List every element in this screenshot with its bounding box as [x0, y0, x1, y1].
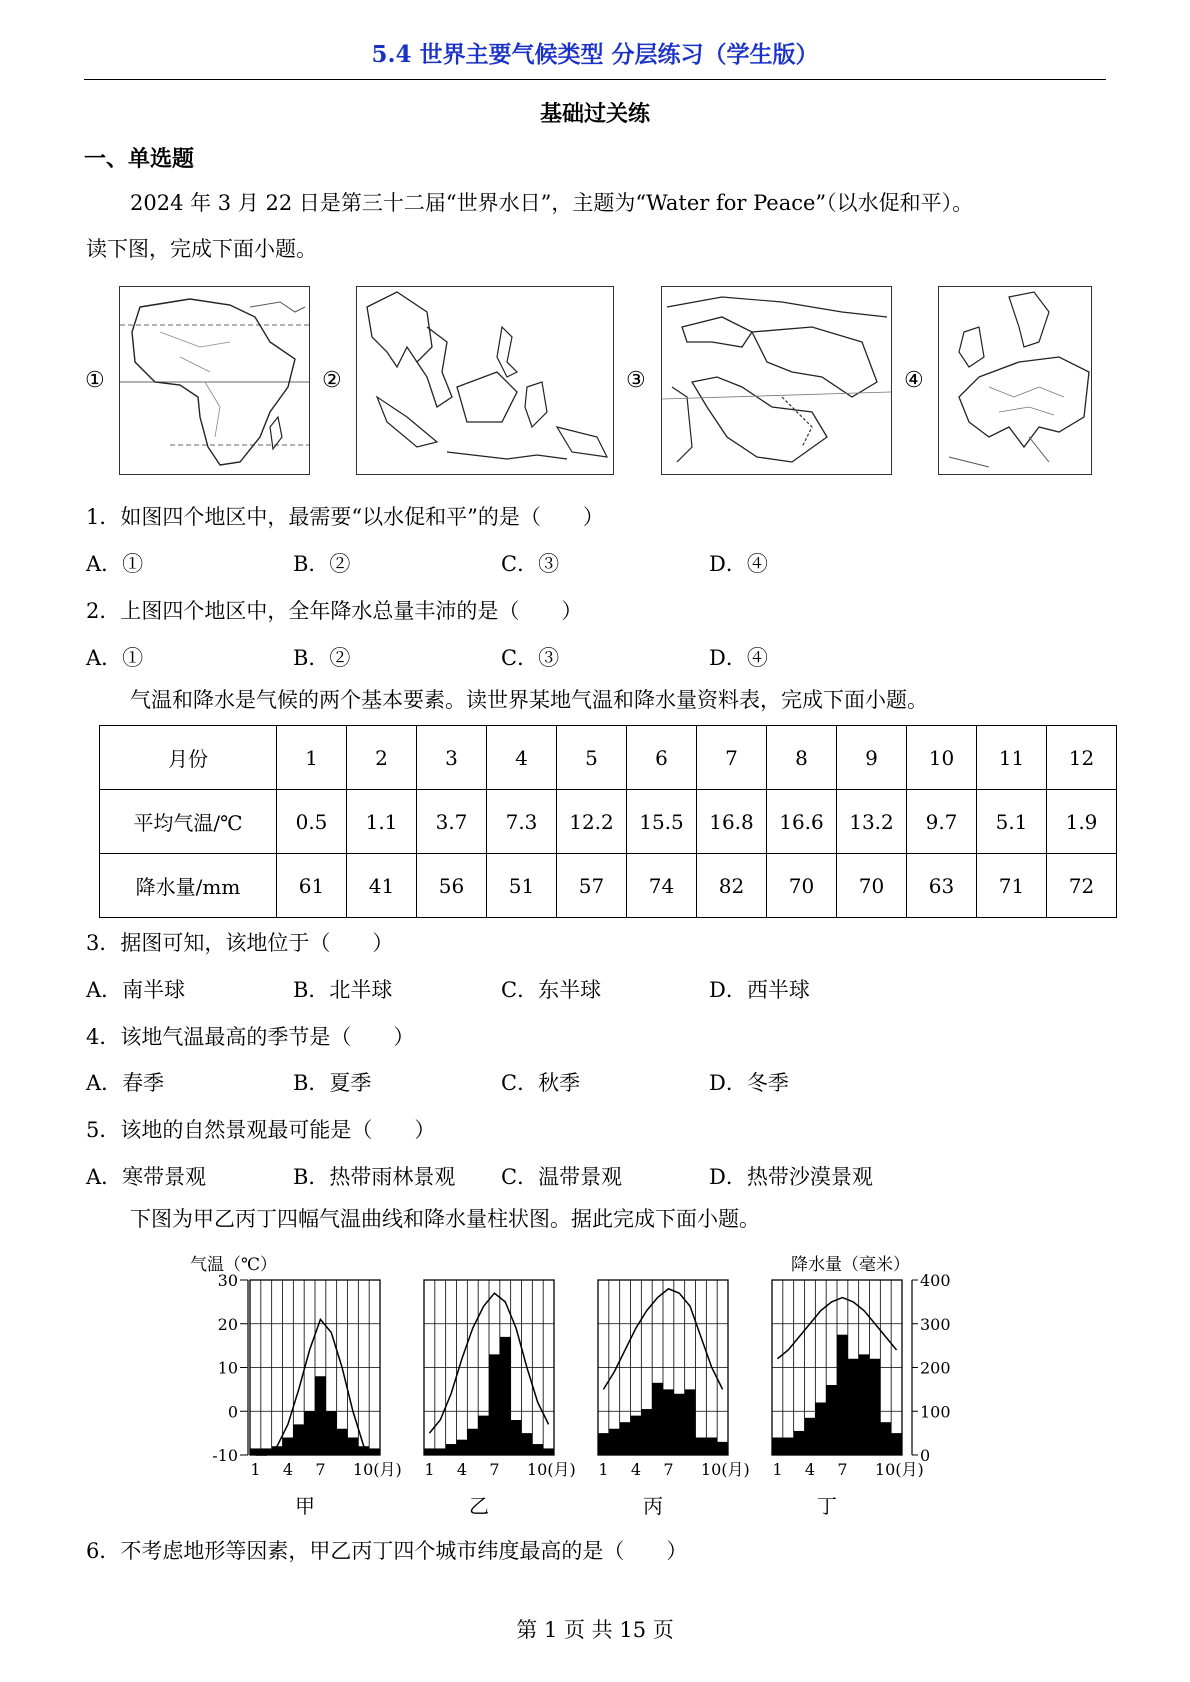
table-cell: 0.5	[277, 790, 347, 854]
precipitation-bar	[315, 1376, 326, 1455]
header-divider	[84, 79, 1106, 80]
precipitation-bar	[663, 1389, 674, 1455]
precipitation-bar	[717, 1442, 728, 1455]
map-africa	[119, 286, 310, 475]
precipitation-bar	[424, 1448, 435, 1455]
table-cell: 61	[277, 854, 347, 918]
table-cell: 7	[697, 726, 767, 790]
table-cell: 平均气温/℃	[100, 790, 277, 854]
west-asia-map-image	[662, 287, 891, 474]
section-subtitle: 基础过关练	[539, 101, 650, 127]
x-tick-label: 1	[598, 1460, 609, 1479]
left-axis-title: 气温（℃）	[190, 1255, 278, 1275]
q3-option-c[interactable]: C．东半球	[501, 978, 602, 1002]
precipitation-bar	[283, 1438, 294, 1456]
q2-option-b[interactable]: B．②	[293, 646, 351, 670]
map-southeast-asia	[356, 286, 614, 475]
table-cell: 57	[557, 854, 627, 918]
precipitation-bar	[435, 1448, 446, 1455]
map-number-2: ②	[322, 368, 342, 393]
x-tick-label: 1	[424, 1460, 435, 1479]
q2-option-c[interactable]: C．③	[501, 646, 560, 670]
panel-label: 甲	[295, 1494, 315, 1518]
right-tick-label: 100	[920, 1402, 951, 1422]
question-5-stem: 5．该地的自然景观最可能是（ ）	[86, 1118, 436, 1142]
question-6-stem: 6．不考虑地形等因素，甲乙丙丁四个城市纬度最高的是（ ）	[86, 1539, 688, 1563]
question-4-stem: 4．该地气温最高的季节是（ ）	[86, 1025, 415, 1049]
table-cell: 70	[767, 854, 837, 918]
precipitation-bar	[457, 1440, 468, 1455]
table-cell: 70	[837, 854, 907, 918]
map-europe	[938, 286, 1092, 475]
precipitation-bar	[685, 1389, 696, 1455]
left-tick-label: -10	[212, 1446, 238, 1465]
x-tick-label: 4	[456, 1460, 468, 1479]
q4-option-c[interactable]: C．秋季	[501, 1071, 581, 1095]
africa-map-image	[120, 287, 309, 474]
table-cell: 74	[627, 854, 697, 918]
panel-label: 丁	[817, 1494, 837, 1518]
table-cell: 10	[907, 726, 977, 790]
table-cell: 56	[417, 854, 487, 918]
table-row-precipitation	[100, 854, 1117, 918]
right-tick-label: 300	[920, 1314, 951, 1334]
table-cell: 5.1	[977, 790, 1047, 854]
precipitation-bar	[706, 1438, 717, 1456]
precipitation-bar	[620, 1422, 631, 1455]
precipitation-bar	[891, 1433, 902, 1455]
precipitation-bar	[794, 1431, 805, 1455]
q5-option-c[interactable]: C．温带景观	[501, 1165, 623, 1189]
q3-option-d[interactable]: D．西半球	[709, 978, 810, 1002]
precipitation-bar	[532, 1444, 543, 1455]
precipitation-bar	[358, 1446, 369, 1455]
southeast-asia-map-image	[357, 287, 613, 474]
table-cell: 13.2	[837, 790, 907, 854]
left-tick-label: 30	[217, 1271, 238, 1290]
table-cell: 5	[557, 726, 627, 790]
intro-paragraph-line1: 2024 年 3 月 22 日是第三十二届“世界水日”，主题为“Water for Peace”（以水促和平）。	[130, 191, 974, 215]
precipitation-bar	[304, 1411, 315, 1455]
question-2-stem: 2．上图四个地区中，全年降水总量丰沛的是（ ）	[86, 599, 583, 623]
page-title: 5.4 世界主要气候类型 分层练习（学生版）	[371, 41, 819, 68]
intro-paragraph-line2: 读下图，完成下面小题。	[86, 237, 317, 261]
table-row-months	[100, 726, 1117, 790]
x-tick-label: 4	[282, 1460, 294, 1479]
precipitation-bar	[772, 1438, 783, 1456]
right-tick-label: 0	[920, 1446, 931, 1465]
table-cell: 月份	[100, 726, 277, 790]
table-cell: 71	[977, 854, 1047, 918]
right-tick-label: 200	[920, 1358, 951, 1378]
precipitation-bar	[446, 1444, 457, 1455]
x-tick-label: 10(月)	[526, 1460, 576, 1479]
precipitation-bar	[467, 1429, 478, 1455]
q2-option-a[interactable]: A．①	[86, 646, 144, 670]
table-cell: 16.8	[697, 790, 767, 854]
q3-option-b[interactable]: B．北半球	[293, 978, 393, 1002]
table-cell: 1.1	[347, 790, 417, 854]
x-tick-label: 4	[630, 1460, 642, 1479]
table-cell: 82	[697, 854, 767, 918]
precipitation-bar	[805, 1418, 816, 1455]
precipitation-bar	[631, 1416, 642, 1455]
map-west-asia	[661, 286, 892, 475]
precipitation-bar	[641, 1409, 652, 1455]
question-1-stem: 1．如图四个地区中，最需要“以水促和平”的是（ ）	[86, 505, 604, 529]
right-tick-label: 400	[920, 1271, 951, 1290]
panel-label: 乙	[469, 1494, 489, 1518]
precipitation-bar	[652, 1383, 663, 1455]
table-cell: 9	[837, 726, 907, 790]
table-cell: 15.5	[627, 790, 697, 854]
q1-option-b[interactable]: B．②	[293, 552, 351, 576]
left-tick-label: 10	[217, 1358, 238, 1378]
table-cell: 41	[347, 854, 417, 918]
x-tick-label: 1	[250, 1460, 261, 1479]
left-tick-label: 0	[227, 1402, 238, 1422]
x-tick-label: 10(月)	[700, 1460, 750, 1479]
table-cell: 63	[907, 854, 977, 918]
table-cell: 1.9	[1047, 790, 1117, 854]
precipitation-bar	[543, 1448, 554, 1455]
map-number-4: ④	[904, 368, 924, 393]
q1-option-d[interactable]: D．④	[709, 552, 768, 576]
precipitation-bar	[489, 1354, 500, 1455]
x-tick-label: 7	[837, 1460, 848, 1479]
precipitation-bar	[337, 1429, 348, 1455]
panel-label: 丙	[643, 1494, 663, 1518]
x-tick-label: 7	[315, 1460, 326, 1479]
q4-option-a[interactable]: A．春季	[86, 1071, 165, 1095]
q3-option-a[interactable]: A．南半球	[86, 978, 186, 1002]
x-tick-label: 7	[663, 1460, 674, 1479]
table-row-temperature	[100, 790, 1117, 854]
x-tick-label: 4	[804, 1460, 816, 1479]
precipitation-bar	[511, 1420, 522, 1455]
table-cell: 2	[347, 726, 417, 790]
table-cell: 9.7	[907, 790, 977, 854]
precipitation-bar	[696, 1438, 707, 1456]
precipitation-bar	[859, 1354, 870, 1455]
page-footer: 第 1 页 共 15 页	[516, 1618, 674, 1642]
intro-paragraph-climate-table: 气温和降水是气候的两个基本要素。读世界某地气温和降水量资料表，完成下面小题。	[130, 688, 928, 712]
precipitation-bar	[293, 1424, 304, 1455]
x-tick-label: 10(月)	[352, 1460, 402, 1479]
q1-option-c[interactable]: C．③	[501, 552, 560, 576]
precipitation-bar	[598, 1433, 609, 1455]
question-3-stem: 3．据图可知，该地位于（ ）	[86, 931, 394, 955]
precipitation-bar	[272, 1446, 283, 1455]
precipitation-bar	[478, 1416, 489, 1455]
precipitation-bar	[783, 1438, 794, 1456]
right-axis-title: 降水量（毫米）	[791, 1255, 910, 1275]
precipitation-bar	[815, 1403, 826, 1456]
table-cell: 7.3	[487, 790, 557, 854]
table-cell: 51	[487, 854, 557, 918]
table-cell: 1	[277, 726, 347, 790]
precipitation-bar	[837, 1335, 848, 1455]
precipitation-bar	[348, 1438, 359, 1456]
precipitation-bar	[880, 1422, 891, 1455]
x-tick-label: 1	[772, 1460, 783, 1479]
q5-option-a[interactable]: A．寒带景观	[86, 1165, 207, 1189]
table-cell: 72	[1047, 854, 1117, 918]
map-number-1: ①	[85, 368, 105, 393]
q5-option-b[interactable]: B．热带雨林景观	[293, 1165, 456, 1189]
table-cell: 16.6	[767, 790, 837, 854]
precipitation-bar	[870, 1359, 881, 1455]
table-cell: 11	[977, 726, 1047, 790]
precipitation-bar	[522, 1433, 533, 1455]
table-cell: 12.2	[557, 790, 627, 854]
left-tick-label: 20	[217, 1314, 238, 1334]
precipitation-bar	[609, 1429, 620, 1455]
x-tick-label: 10(月)	[874, 1460, 924, 1479]
climate-data-table	[99, 725, 1117, 918]
q4-option-b[interactable]: B．夏季	[293, 1071, 372, 1095]
map-number-3: ③	[626, 368, 646, 393]
intro-paragraph-climate-charts: 下图为甲乙丙丁四幅气温曲线和降水量柱状图。据此完成下面小题。	[130, 1207, 760, 1231]
precipitation-bar	[674, 1394, 685, 1455]
precipitation-bar	[848, 1359, 859, 1455]
table-cell: 降水量/mm	[100, 854, 277, 918]
table-cell: 3.7	[417, 790, 487, 854]
table-cell: 6	[627, 726, 697, 790]
table-cell: 4	[487, 726, 557, 790]
q1-option-a[interactable]: A．①	[86, 552, 144, 576]
table-cell: 8	[767, 726, 837, 790]
section-heading: 一、单选题	[84, 146, 195, 172]
precipitation-bar	[826, 1385, 837, 1455]
precipitation-bar	[326, 1411, 337, 1455]
table-cell: 12	[1047, 726, 1117, 790]
q4-option-d[interactable]: D．冬季	[709, 1071, 789, 1095]
precipitation-bar	[500, 1337, 511, 1455]
q2-option-d[interactable]: D．④	[709, 646, 768, 670]
europe-map-image	[939, 287, 1091, 474]
precipitation-bar	[250, 1448, 261, 1455]
table-cell: 3	[417, 726, 487, 790]
q5-option-d[interactable]: D．热带沙漠景观	[709, 1165, 873, 1189]
x-tick-label: 7	[489, 1460, 500, 1479]
climate-charts-figure	[190, 1248, 1010, 1518]
